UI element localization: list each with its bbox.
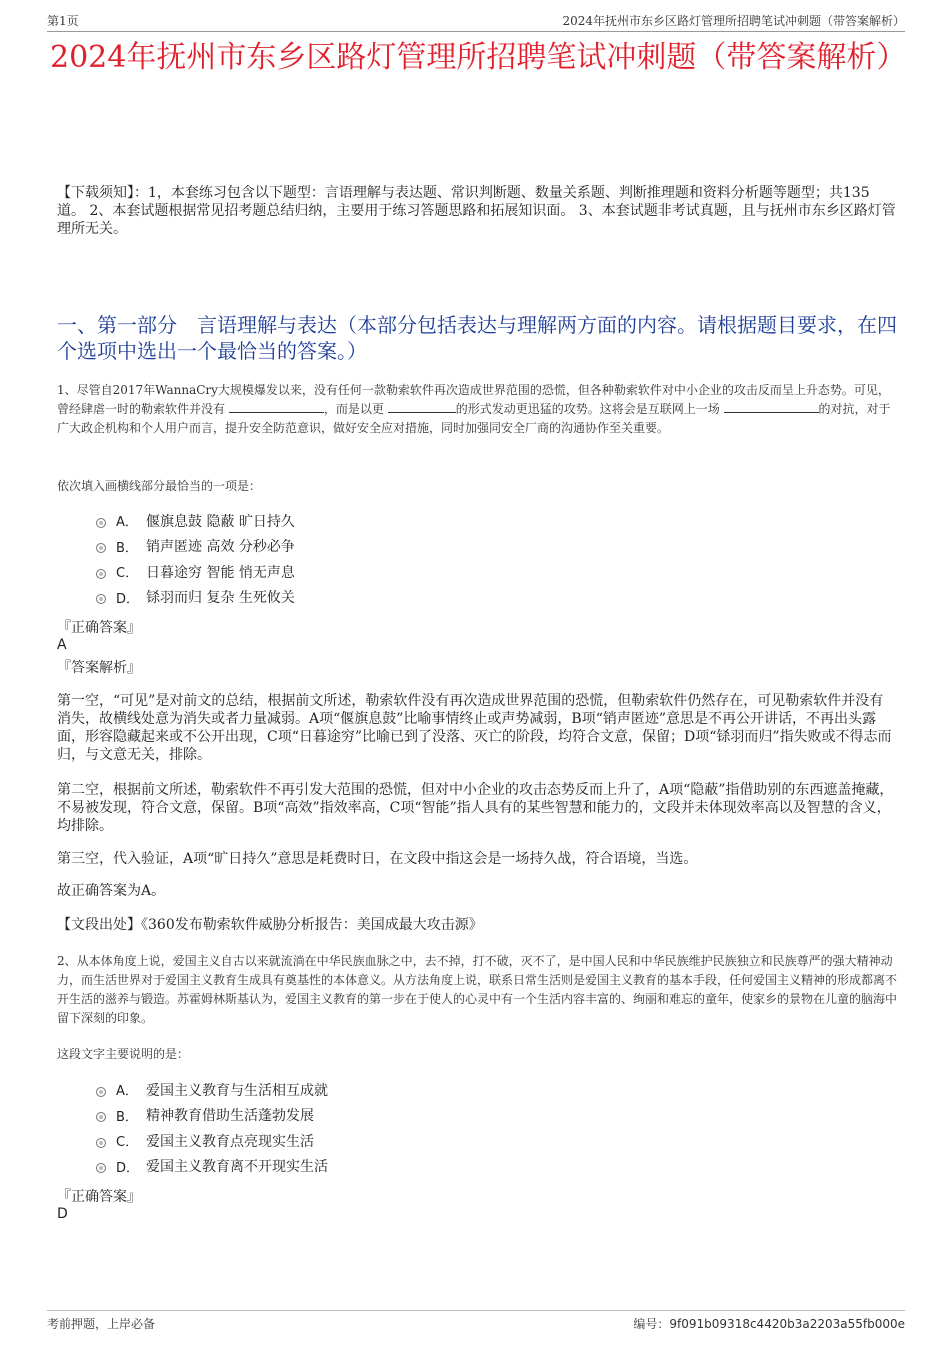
download-notice: 【下载须知】：1，本套练习包含以下题型：言语理解与表达题、常识判断题、数量关系题、判断推理题和资料分析题等题型；共135道。 2、本套试题根据常见招考题总结归纳，主要用于练习答题思路和拓展知识面。 3、本套试题非考试真题，且与抚州市东乡区路灯管理所无关。 bbox=[57, 185, 896, 237]
question-1-options bbox=[96, 508, 295, 610]
radio-icon[interactable] bbox=[96, 543, 106, 553]
question-1-stem: 1、尽管自2017年WannaCry大规模爆发以来，没有任何一款勒索软件再次造成世界范围的恐慌，但各种勒索软件对中小企业的攻击反而呈上升态势。可见，曾经肆虐一时的勒索软件并没有 ，而是以更 的形式发动更迅猛的攻势。这将会是互联网上一场 的对抗，对于广大政企机构和个人用户而言，提升安全防范意识，做好安全应对措施，同时加强同安全厂商的沟通协作至关重要。 bbox=[57, 383, 891, 435]
radio-icon[interactable] bbox=[96, 569, 106, 579]
answer-value: A bbox=[57, 637, 67, 653]
answer-label: 『正确答案』 bbox=[57, 1189, 141, 1205]
fill-blank-1 bbox=[229, 400, 324, 413]
section-heading: 一、第一部分 言语理解与表达（本部分包括表达与理解两方面的内容。请根据题目要求，在四个选项中选出一个最恰当的答案。） bbox=[57, 313, 897, 363]
footer-rule bbox=[47, 1310, 905, 1311]
answer-label: 『正确答案』 bbox=[57, 620, 141, 636]
option-a[interactable]: A． 爱国主义教育与生活相互成就 bbox=[96, 1077, 328, 1103]
document-title: 2024年抚州市东乡区路灯管理所招聘笔试冲刺题（带答案解析） bbox=[50, 40, 907, 75]
question-2-stem: 2、从本体角度上说，爱国主义自古以来就流淌在中华民族血脉之中，去不掉，打不破，灭不了，是中国人民和中华民族维护民族独立和民族尊严的强大精神动力，而生活世界对于爱国主义教育生成具有奠基性的本体意义。从方法角度上说，联系日常生活则是爱国主义教育的基本手段，任何爱国主义精神的形成都离不开生活的滋养与锻造。苏霍姆林斯基认为，爱国主义教育的第一步在于使人的心灵中有一个生活内容丰富的、绚丽和难忘的童年，使家乡的景物在儿童的脑海中留下深刻的印象。 bbox=[57, 954, 898, 1025]
document-code: 编号：9f091b09318c4420b3a2203a55fb000e bbox=[633, 1317, 905, 1331]
radio-icon[interactable] bbox=[96, 1112, 106, 1122]
question-2-prompt: 这段文字主要说明的是： bbox=[57, 1047, 190, 1061]
radio-icon[interactable] bbox=[96, 594, 106, 604]
radio-icon[interactable] bbox=[96, 1163, 106, 1173]
option-d[interactable]: D． 铩羽而归 复杂 生死攸关 bbox=[96, 585, 295, 611]
question-2-options bbox=[96, 1077, 328, 1179]
option-c[interactable]: C． 爱国主义教育点亮现实生活 bbox=[96, 1128, 328, 1154]
question-1-prompt: 依次填入画横线部分最恰当的一项是： bbox=[57, 479, 262, 493]
analysis-paragraph-3: 第三空，代入验证，A项“旷日持久”意思是耗费时日，在文段中指这会是一场持久战，符合语境，当选。 bbox=[57, 851, 698, 867]
header-rule bbox=[47, 31, 905, 32]
radio-icon[interactable] bbox=[96, 1138, 106, 1148]
fill-blank-2 bbox=[388, 400, 456, 413]
running-title: 2024年抚州市东乡区路灯管理所招聘笔试冲刺题（带答案解析） bbox=[562, 14, 905, 28]
option-b[interactable]: B． 精神教育借助生活蓬勃发展 bbox=[96, 1103, 328, 1129]
answer-value: D bbox=[57, 1206, 68, 1222]
option-a[interactable]: A． 偃旗息鼓 隐蔽 旷日持久 bbox=[96, 508, 295, 534]
analysis-paragraph-1: 第一空，“可见”是对前文的总结，根据前文所述，勒索软件没有再次造成世界范围的恐慌，但勒索软件仍然存在，可见勒索软件并没有消失，故横线处意为消失或者力量减弱。A项“偃旗息鼓”比喻事情终止或声势减弱，B项“销声匿迹”意思是不再公开讲话，不再出头露面，形容隐藏起来或不公开出现，C项“日暮途穷”比喻已到了没落、灭亡的阶段，均符合文意，保留；D项“铩羽而归”指失败或不得志而归，与文意无关，排除。 bbox=[57, 693, 892, 763]
radio-icon[interactable] bbox=[96, 1087, 106, 1097]
fill-blank-3 bbox=[724, 400, 819, 413]
analysis-label: 『答案解析』 bbox=[57, 660, 141, 676]
analysis-paragraph-2: 第二空，根据前文所述，勒索软件不再引发大范围的恐慌，但对中小企业的攻击态势反而上升了，A项“隐蔽”指借助别的东西遮盖掩藏，不易被发现，符合文意，保留。B项“高效”指效率高，C项“智能”指人具有的某些智慧和能力的，文段并未体现效率高以及智慧的含义，均排除。 bbox=[57, 782, 894, 834]
source-citation: 【文段出处】《360发布勒索软件威胁分析报告：美国成最大攻击源》 bbox=[57, 917, 483, 933]
option-b[interactable]: B． 销声匿迹 高效 分秒必争 bbox=[96, 534, 295, 560]
radio-icon[interactable] bbox=[96, 518, 106, 528]
page-number: 第1页 bbox=[47, 14, 79, 28]
footer-slogan: 考前押题，上岸必备 bbox=[47, 1317, 156, 1331]
option-d[interactable]: D． 爱国主义教育离不开现实生活 bbox=[96, 1154, 328, 1180]
analysis-conclusion: 故正确答案为A。 bbox=[57, 883, 166, 899]
option-c[interactable]: C． 日暮途穷 智能 悄无声息 bbox=[96, 559, 295, 585]
